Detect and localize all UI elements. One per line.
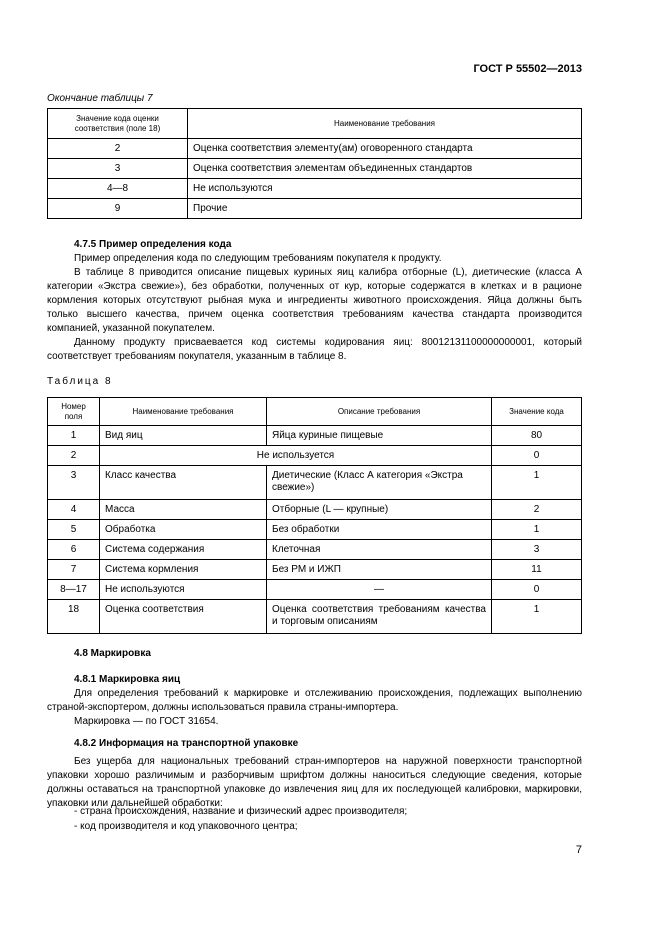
table-row: 9 Прочие — [48, 199, 582, 219]
section-4-8-1 — [47, 673, 582, 729]
paragraph: Данному продукту присваевается код системы кодирования яиц: 80012131100000000001, который соответствует требованиям покупателя, указанным в таблице 8. — [47, 337, 582, 362]
table-row: 7 Система кормления Без РМ и ИЖП 11 — [48, 560, 582, 580]
section-title: 4.7.5 Пример определения кода — [74, 239, 232, 250]
table-row: 6 Система содержания Клеточная 3 — [48, 540, 582, 560]
table-row: 4—8 Не используются — [48, 179, 582, 199]
table-row: 3 Оценка соответствия элементам объединенных стандартов — [48, 159, 582, 179]
paragraph: Пример определения кода по следующим требованиям покупателя к продукту. — [74, 253, 442, 264]
table8-caption: Таблица 8 — [47, 376, 113, 387]
page-number: 7 — [575, 844, 582, 856]
table-row: 1 Вид яиц Яйца куриные пищевые 80 — [48, 426, 582, 446]
table-row: 5 Обработка Без обработки 1 — [48, 520, 582, 540]
table-row: 18 Оценка соответствия Оценка соответствия требованиям качества и торговым описаниям 1 — [48, 600, 582, 634]
table-row: 4 Масса Отборные (L — крупные) 2 — [48, 500, 582, 520]
list-item: - страна происхождения, название и физический адрес производителя; — [74, 806, 408, 817]
t8-col-desc: Описание требования — [267, 398, 492, 426]
section-title: 4.8.1 Маркировка яиц — [74, 674, 181, 685]
section-4-8-2 — [47, 737, 582, 811]
t7-col-name: Наименование требования — [188, 109, 582, 139]
paragraph: В таблице 8 приводится описание пищевых куриных яиц калибра отборные (L), диетические (класса А категории «Экстра свежие»), без обработки, полученных от кур, которые содержатся в клетках и в рационе кормления которых отсутствуют рыбная мука и ингредиенты животного происхождения. Яйца должны быть только высшего качества, причем оценка соответствия требованиям качества стандарта производится компанией, указанной покупателем. — [47, 267, 582, 334]
paragraph: Без ущерба для национальных требований стран-импортеров на наружной поверхности транспортной упаковки хорошо различимым и разборчивым шрифтом должны наноситься следующие сведения, которые должны оставаться на транспортной упаковке до извлечения яиц для их последующей калибровки, маркировки, упаковки или дальнейшей обработки: — [47, 756, 582, 809]
table-7 — [47, 108, 582, 219]
t8-col-num: Номер поля — [48, 398, 100, 426]
document-header: ГОСТ Р 55502—2013 — [473, 63, 582, 75]
t7-col-code: Значение кода оценки соответствия (поле 18) — [48, 109, 188, 139]
t8-col-code: Значение кода — [492, 398, 582, 426]
section-4-7-5 — [47, 238, 582, 364]
table7-caption: Окончание таблицы 7 — [47, 93, 153, 104]
paragraph: Для определения требований к маркировке и отслеживанию происхождения, подлежащих выполнению страной-экспортером, должны использоваться правила страны-импортера. — [47, 688, 582, 713]
table-row: 2 Не используется 0 — [48, 446, 582, 466]
table-row: 8—17 Не используются — 0 — [48, 580, 582, 600]
section-title: 4.8 Маркировка — [74, 648, 151, 659]
list-item: - код производителя и код упаковочного центра; — [74, 821, 298, 832]
table-row: 2 Оценка соответствия элементу(ам) оговоренного стандарта — [48, 139, 582, 159]
table-row: 3 Класс качества Диетические (Класс А категория «Экстра свежие») 1 — [48, 466, 582, 500]
paragraph: Маркировка — по ГОСТ 31654. — [74, 716, 219, 727]
section-title: 4.8.2 Информация на транспортной упаковке — [74, 738, 299, 749]
table-8 — [47, 397, 582, 634]
t8-col-name: Наименование требования — [100, 398, 267, 426]
